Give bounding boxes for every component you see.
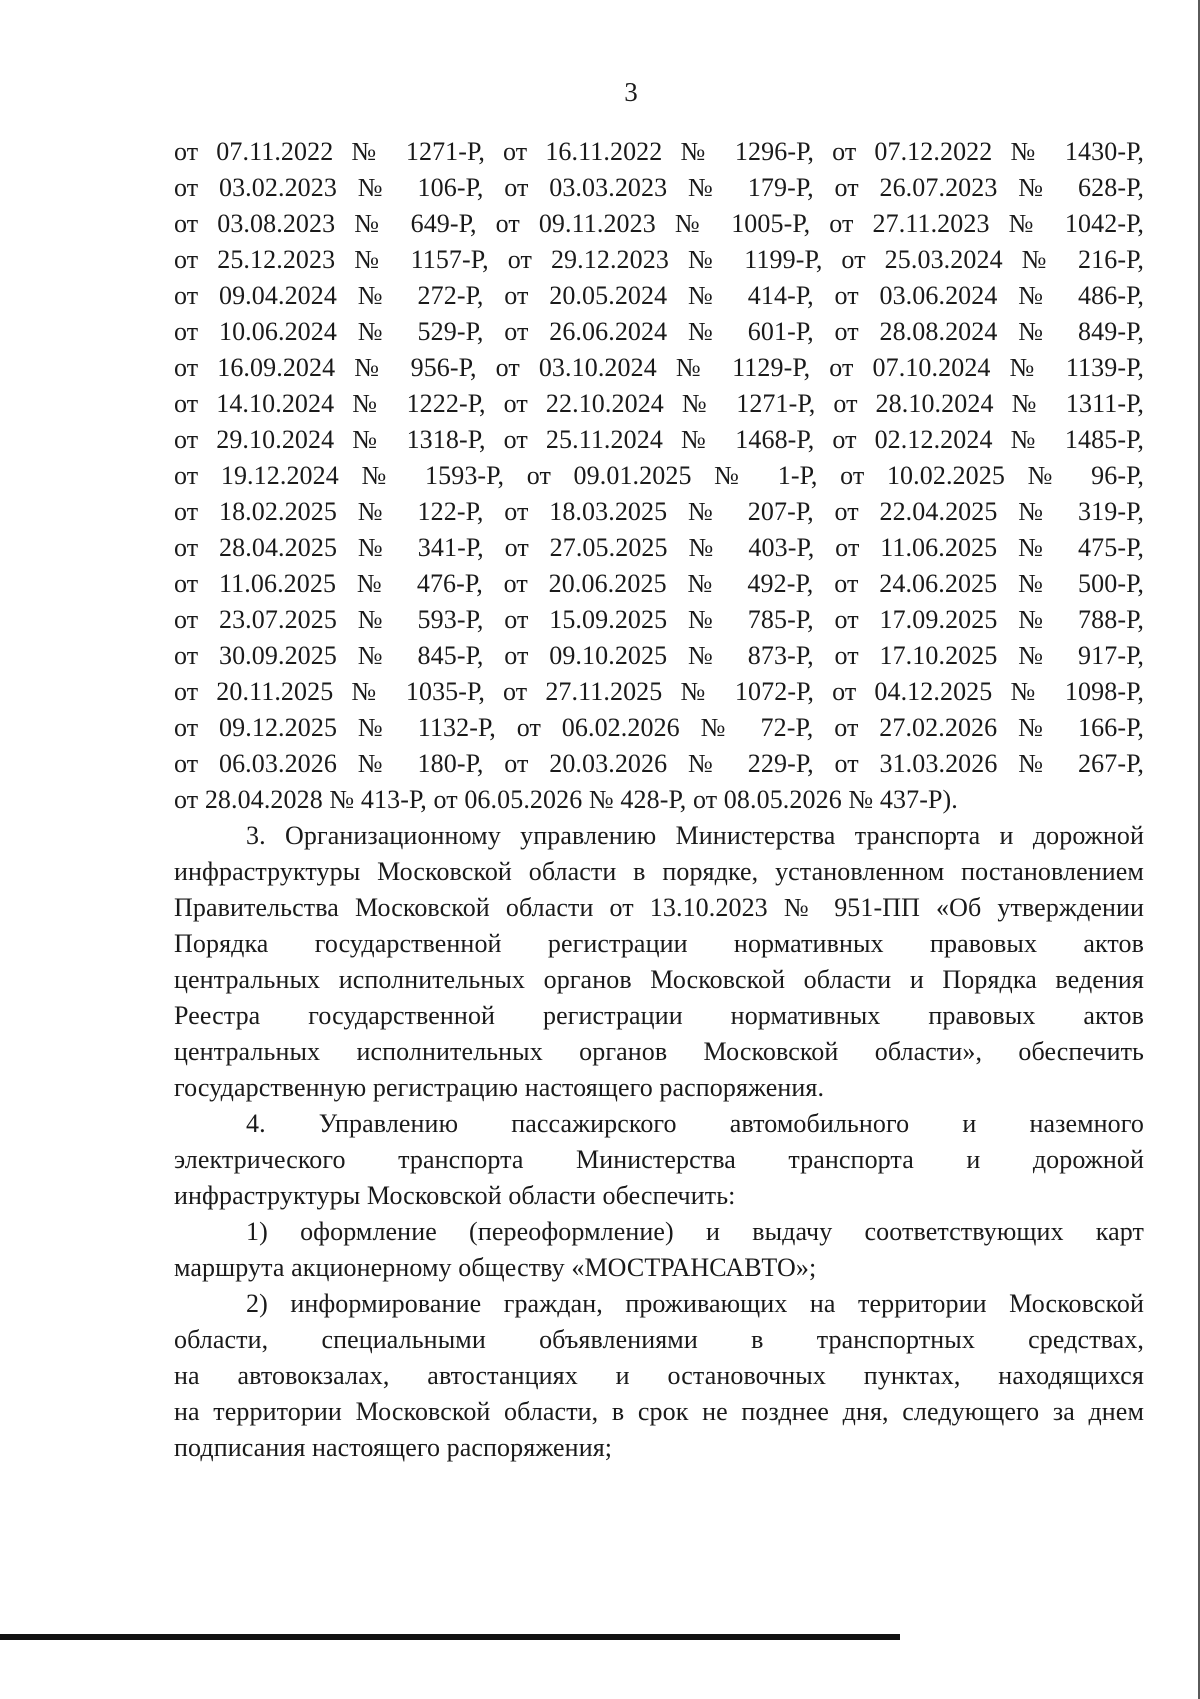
text-line: Порядка государственной регистрации нормативных правовых актов bbox=[174, 929, 1144, 958]
text-line: от 14.10.2024 № 1222-Р, от 22.10.2024 № 1271-Р, от 28.10.2024 № 1311-Р, bbox=[174, 389, 1144, 418]
text-line: от 19.12.2024 № 1593-Р, от 09.01.2025 № 1-Р, от 10.02.2025 № 96-Р, bbox=[174, 461, 1144, 490]
text-line: от 06.03.2026 № 180-Р, от 20.03.2026 № 229-Р, от 31.03.2026 № 267-Р, bbox=[174, 749, 1144, 778]
text-line: электрического транспорта Министерства транспорта и дорожной bbox=[174, 1145, 1144, 1174]
text-line: от 28.04.2028 № 413-Р, от 06.05.2026 № 428-Р, от 08.05.2026 № 437-Р). bbox=[174, 785, 958, 814]
text-line: от 25.12.2023 № 1157-Р, от 29.12.2023 № 1199-Р, от 25.03.2024 № 216-Р, bbox=[174, 245, 1144, 274]
text-line: от 28.04.2025 № 341-Р, от 27.05.2025 № 403-Р, от 11.06.2025 № 475-Р, bbox=[174, 533, 1144, 562]
text-line: центральных исполнительных органов Московской области и Порядка ведения bbox=[174, 965, 1144, 994]
text-line: от 18.02.2025 № 122-Р, от 18.03.2025 № 207-Р, от 22.04.2025 № 319-Р, bbox=[174, 497, 1144, 526]
text-line: подписания настоящего распоряжения; bbox=[174, 1433, 613, 1462]
text-line: от 07.11.2022 № 1271-Р, от 16.11.2022 № 1296-Р, от 07.12.2022 № 1430-Р, bbox=[174, 137, 1144, 166]
text-line: от 16.09.2024 № 956-Р, от 03.10.2024 № 1129-Р, от 07.10.2024 № 1139-Р, bbox=[174, 353, 1144, 382]
text-line: 2) информирование граждан, проживающих на территории Московской bbox=[246, 1289, 1144, 1318]
bottom-rule bbox=[0, 1634, 900, 1640]
text-line: 3. Организационному управлению Министерства транспорта и дорожной bbox=[246, 821, 1144, 850]
text-line: от 10.06.2024 № 529-Р, от 26.06.2024 № 601-Р, от 28.08.2024 № 849-Р, bbox=[174, 317, 1144, 346]
document-body bbox=[174, 134, 1144, 1466]
text-line: инфраструктуры Московской области обеспечить: bbox=[174, 1181, 736, 1210]
text-line: на автовокзалах, автостанциях и остановочных пунктах, находящихся bbox=[174, 1361, 1144, 1390]
text-line: государственную регистрацию настоящего распоряжения. bbox=[174, 1073, 825, 1102]
text-line: маршрута акционерному обществу «МОСТРАНСАВТО»; bbox=[174, 1253, 817, 1282]
text-line: от 09.04.2024 № 272-Р, от 20.05.2024 № 414-Р, от 03.06.2024 № 486-Р, bbox=[174, 281, 1144, 310]
page-number: 3 bbox=[624, 77, 638, 107]
text-line: инфраструктуры Московской области в порядке, установленном постановлением bbox=[174, 857, 1144, 886]
text-line: от 09.12.2025 № 1132-Р, от 06.02.2026 № 72-Р, от 27.02.2026 № 166-Р, bbox=[174, 713, 1144, 742]
text-line: 4. Управлению пассажирского автомобильного и наземного bbox=[246, 1109, 1144, 1138]
text-line: области, специальными объявлениями в транспортных средствах, bbox=[174, 1325, 1144, 1354]
text-line: от 29.10.2024 № 1318-Р, от 25.11.2024 № 1468-Р, от 02.12.2024 № 1485-Р, bbox=[174, 425, 1144, 454]
text-line: Реестра государственной регистрации нормативных правовых актов bbox=[174, 1001, 1144, 1030]
text-line: от 23.07.2025 № 593-Р, от 15.09.2025 № 785-Р, от 17.09.2025 № 788-Р, bbox=[174, 605, 1144, 634]
text-line: 1) оформление (переоформление) и выдачу соответствующих карт bbox=[246, 1217, 1144, 1246]
text-line: от 20.11.2025 № 1035-Р, от 27.11.2025 № 1072-Р, от 04.12.2025 № 1098-Р, bbox=[174, 677, 1144, 706]
text-line: Правительства Московской области от 13.10.2023 № 951-ПП «Об утверждении bbox=[174, 893, 1144, 922]
text-line: от 11.06.2025 № 476-Р, от 20.06.2025 № 492-Р, от 24.06.2025 № 500-Р, bbox=[174, 569, 1144, 598]
text-line: центральных исполнительных органов Московской области», обеспечить bbox=[174, 1037, 1144, 1066]
text-line: от 03.02.2023 № 106-Р, от 03.03.2023 № 179-Р, от 26.07.2023 № 628-Р, bbox=[174, 173, 1144, 202]
text-line: от 30.09.2025 № 845-Р, от 09.10.2025 № 873-Р, от 17.10.2025 № 917-Р, bbox=[174, 641, 1144, 670]
text-line: на территории Московской области, в срок не позднее дня, следующего за днем bbox=[174, 1397, 1144, 1426]
text-line: от 03.08.2023 № 649-Р, от 09.11.2023 № 1005-Р, от 27.11.2023 № 1042-Р, bbox=[174, 209, 1144, 238]
